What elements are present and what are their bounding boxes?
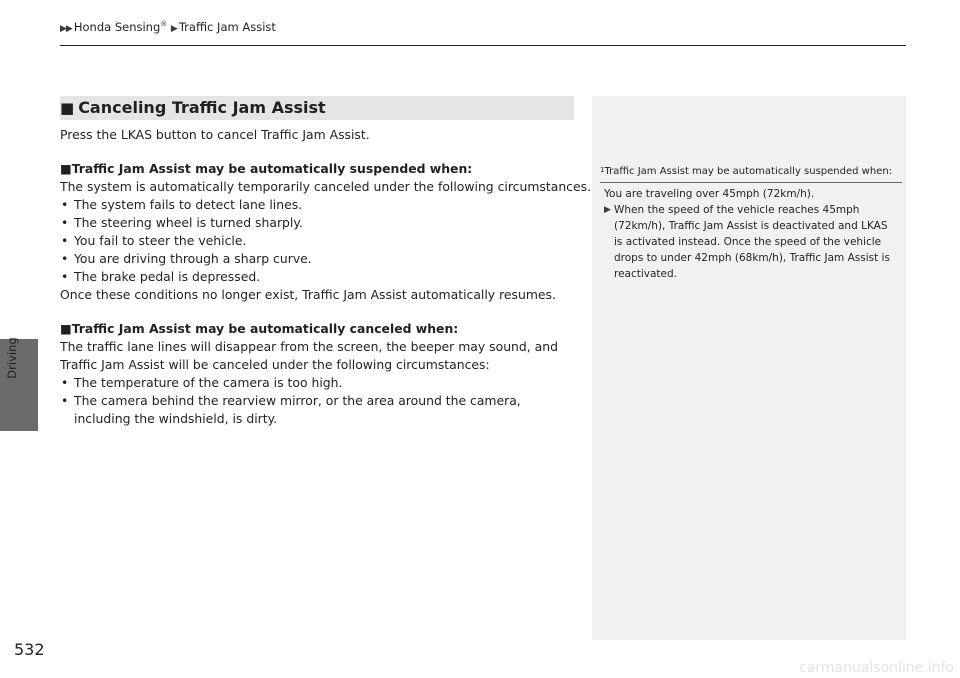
- notes-panel: [592, 96, 906, 640]
- watermark: carmanualsonline.info: [799, 660, 954, 676]
- note-ref-number: 1: [600, 166, 605, 174]
- subheading-suspended-text: Traffic Jam Assist may be automatically suspended when:: [71, 161, 473, 176]
- side-tab-label: Driving: [5, 337, 19, 379]
- main-content: [60, 96, 592, 428]
- page-number: 532: [14, 640, 45, 659]
- list-item: • The system fails to detect lane lines.: [60, 196, 580, 214]
- breadcrumb-part-2[interactable]: Traffic Jam Assist: [178, 20, 276, 34]
- note-title: [600, 164, 902, 183]
- breadcrumb-separator-icon: ▶: [170, 24, 177, 34]
- suspended-list: [60, 196, 580, 286]
- intro-text: Press the LKAS button to cancel Traffic Jam Assist.: [60, 127, 370, 142]
- note-line-1: You are traveling over 45mph (72km/h).: [604, 188, 815, 200]
- subheading-canceled-text: Traffic Jam Assist may be automatically canceled when:: [71, 321, 459, 336]
- breadcrumb: [60, 20, 276, 34]
- subheading-square-icon: ■: [60, 321, 72, 336]
- suspended-description: The system is automatically temporarily canceled under the following circumstances.: [60, 179, 592, 194]
- section-square-icon: ■: [60, 99, 75, 117]
- header-rule: [60, 45, 906, 46]
- registered-mark: ®: [160, 20, 168, 29]
- section-heading: [60, 96, 574, 120]
- subheading-suspended: [60, 160, 580, 178]
- list-item: • The brake pedal is depressed.: [60, 268, 580, 286]
- subheading-square-icon: ■: [60, 161, 72, 176]
- subheading-canceled: [60, 320, 580, 338]
- list-item: • The temperature of the camera is too high.: [60, 374, 580, 392]
- section-title: Canceling Traffic Jam Assist: [78, 98, 326, 117]
- canceled-description: The traffic lane lines will disappear from the screen, the beeper may sound, and Traffic Jam Assist will be canceled under the following circumstances:: [60, 339, 558, 372]
- note-line-2-wrap: [604, 202, 894, 282]
- note-title-text[interactable]: Traffic Jam Assist may be automatically suspended when:: [604, 166, 893, 177]
- list-item: • The steering wheel is turned sharply.: [60, 214, 580, 232]
- note-body: [604, 186, 894, 282]
- canceled-list: [60, 374, 580, 428]
- list-item: • You are driving through a sharp curve.: [60, 250, 580, 268]
- list-item: • You fail to steer the vehicle.: [60, 232, 580, 250]
- suspended-closing: Once these conditions no longer exist, Traffic Jam Assist automatically resumes.: [60, 287, 556, 302]
- note-line-2: When the speed of the vehicle reaches 45mph (72km/h), Traffic Jam Assist is deactivated and LKAS is activated instead. Once the speed of the vehicle drops to under 42mph (68km/h), Traffic Jam Assist is reactivated.: [614, 204, 890, 280]
- breadcrumb-arrow-icon: ▶▶: [60, 24, 72, 34]
- breadcrumb-part-1[interactable]: Honda Sensing: [73, 20, 161, 34]
- note-arrow-icon: ▶: [604, 205, 611, 215]
- list-item: • The camera behind the rearview mirror, or the area around the camera, including the windshield, is dirty.: [60, 392, 580, 428]
